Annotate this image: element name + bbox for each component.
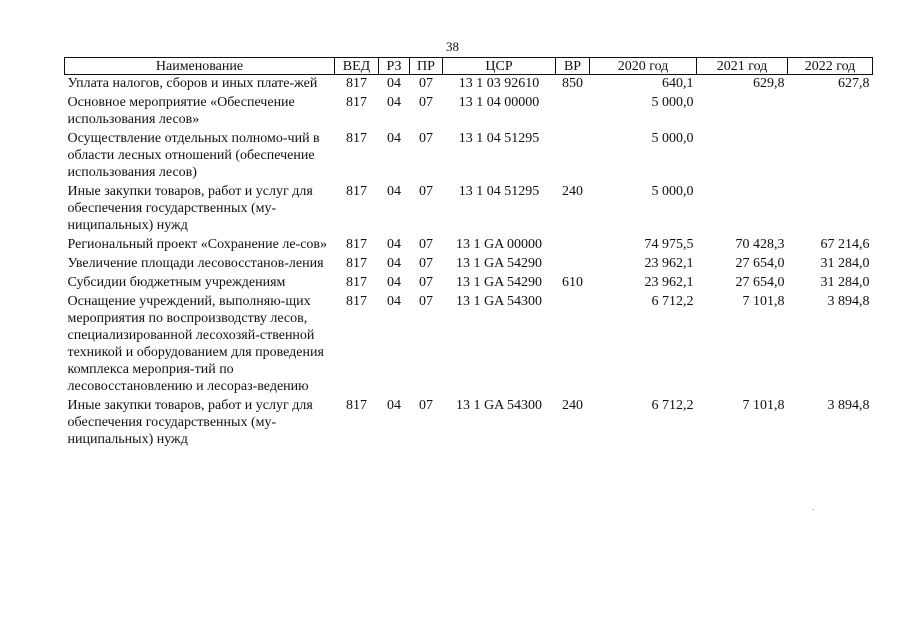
header-2020: 2020 год xyxy=(590,58,697,75)
row-csr: 13 1 GA 00000 xyxy=(456,237,542,252)
row-name: Увеличение площади лесовосстанов-ления xyxy=(67,256,324,271)
row-vr xyxy=(556,236,590,255)
row-rz: 04 xyxy=(387,76,401,91)
row-name: Основное мероприятие «Обеспечение использования лесов» xyxy=(67,95,295,127)
table-row xyxy=(65,293,873,397)
row-csr: 13 1 04 51295 xyxy=(458,184,540,199)
row-pr: 07 xyxy=(419,398,433,413)
row-2022: 67 214,6 xyxy=(820,237,870,252)
row-csr: 13 1 GA 54290 xyxy=(456,256,542,271)
table-row xyxy=(65,75,873,95)
row-ved: 817 xyxy=(346,294,367,309)
row-ved: 817 xyxy=(346,95,367,110)
row-vr xyxy=(556,255,590,274)
row-2022 xyxy=(788,183,873,236)
row-vr: 610 xyxy=(562,275,583,290)
row-rz: 04 xyxy=(387,95,401,110)
row-name: Оснащение учреждений, выполняю-щих мероприятия по воспроизводству лесов, специализированной лесохозяй-ственной техникой и оборудованием для проведения комплекса мероприя-тий по лесовосстановлению и лесораз-ведению xyxy=(67,294,324,394)
row-2021: 27 654,0 xyxy=(735,256,785,271)
row-vr: 240 xyxy=(562,398,583,413)
table-row xyxy=(65,94,873,130)
row-2022: 3 894,8 xyxy=(827,398,870,413)
row-rz: 04 xyxy=(387,275,401,290)
row-2022: 627,8 xyxy=(838,76,870,91)
row-2021: 7 101,8 xyxy=(742,294,785,309)
row-2020: 5 000,0 xyxy=(651,131,694,146)
row-vr xyxy=(556,130,590,183)
header-2022: 2022 год xyxy=(788,58,873,75)
page-number: 38 xyxy=(446,39,459,54)
row-pr: 07 xyxy=(419,95,433,110)
row-2021 xyxy=(697,183,788,236)
row-2020: 6 712,2 xyxy=(651,294,694,309)
row-vr xyxy=(556,293,590,397)
row-pr: 07 xyxy=(419,294,433,309)
row-2020: 5 000,0 xyxy=(651,184,694,199)
row-rz: 04 xyxy=(387,294,401,309)
row-rz: 04 xyxy=(387,184,401,199)
row-2021: 629,8 xyxy=(753,76,785,91)
row-2021 xyxy=(697,130,788,183)
row-2022: 3 894,8 xyxy=(827,294,870,309)
row-pr: 07 xyxy=(419,184,433,199)
header-vr: ВР xyxy=(556,58,590,75)
header-2021: 2021 год xyxy=(697,58,788,75)
row-pr: 07 xyxy=(419,275,433,290)
row-rz: 04 xyxy=(387,256,401,271)
row-2021 xyxy=(697,94,788,130)
row-vr xyxy=(556,94,590,130)
row-csr: 13 1 GA 54300 xyxy=(456,398,542,413)
table-row xyxy=(65,236,873,255)
table-header-row xyxy=(65,58,873,75)
table-row xyxy=(65,274,873,293)
row-name: Уплата налогов, сборов и иных плате-жей xyxy=(67,76,318,91)
table-row xyxy=(65,255,873,274)
row-pr: 07 xyxy=(419,237,433,252)
row-name: Региональный проект «Сохранение ле-сов» xyxy=(67,237,328,252)
table-row xyxy=(65,130,873,183)
table-row xyxy=(65,183,873,236)
row-pr: 07 xyxy=(419,76,433,91)
row-ved: 817 xyxy=(346,398,367,413)
row-rz: 04 xyxy=(387,131,401,146)
row-2022: 31 284,0 xyxy=(820,256,870,271)
row-vr: 240 xyxy=(562,184,583,199)
row-ved: 817 xyxy=(346,275,367,290)
scan-speck xyxy=(812,509,814,510)
row-csr: 13 1 04 51295 xyxy=(458,131,540,146)
header-ved: ВЕД xyxy=(335,58,379,75)
row-rz: 04 xyxy=(387,237,401,252)
row-2022 xyxy=(788,130,873,183)
row-name: Субсидии бюджетным учреждениям xyxy=(67,275,286,290)
row-csr: 13 1 04 00000 xyxy=(458,95,540,110)
row-2021: 7 101,8 xyxy=(742,398,785,413)
row-csr: 13 1 GA 54300 xyxy=(456,294,542,309)
header-rz: РЗ xyxy=(379,58,410,75)
row-ved: 817 xyxy=(346,76,367,91)
row-2020: 5 000,0 xyxy=(651,95,694,110)
row-name: Осуществление отдельных полномо-чий в области лесных отношений (обеспечение использования лесов) xyxy=(67,131,320,180)
row-2020: 6 712,2 xyxy=(651,398,694,413)
row-ved: 817 xyxy=(346,131,367,146)
row-2020: 23 962,1 xyxy=(644,256,694,271)
row-2020: 23 962,1 xyxy=(644,275,694,290)
header-csr: ЦСР xyxy=(443,58,556,75)
budget-table xyxy=(64,57,873,450)
row-pr: 07 xyxy=(419,131,433,146)
row-pr: 07 xyxy=(419,256,433,271)
row-csr: 13 1 03 92610 xyxy=(458,76,540,91)
row-ved: 817 xyxy=(346,237,367,252)
row-2020: 640,1 xyxy=(662,76,694,91)
header-pr: ПР xyxy=(410,58,443,75)
row-2021: 27 654,0 xyxy=(735,275,785,290)
row-vr: 850 xyxy=(562,76,583,91)
row-ved: 817 xyxy=(346,256,367,271)
row-name: Иные закупки товаров, работ и услуг для обеспечения государственных (му-ниципальных) нужд xyxy=(67,184,313,233)
row-2021: 70 428,3 xyxy=(735,237,785,252)
header-name: Наименование xyxy=(65,58,335,75)
row-2022 xyxy=(788,94,873,130)
row-2022: 31 284,0 xyxy=(820,275,870,290)
row-2020: 74 975,5 xyxy=(644,237,694,252)
row-name: Иные закупки товаров, работ и услуг для обеспечения государственных (му-ниципальных) нужд xyxy=(67,398,313,447)
table-row xyxy=(65,397,873,450)
row-csr: 13 1 GA 54290 xyxy=(456,275,542,290)
row-rz: 04 xyxy=(387,398,401,413)
row-ved: 817 xyxy=(346,184,367,199)
